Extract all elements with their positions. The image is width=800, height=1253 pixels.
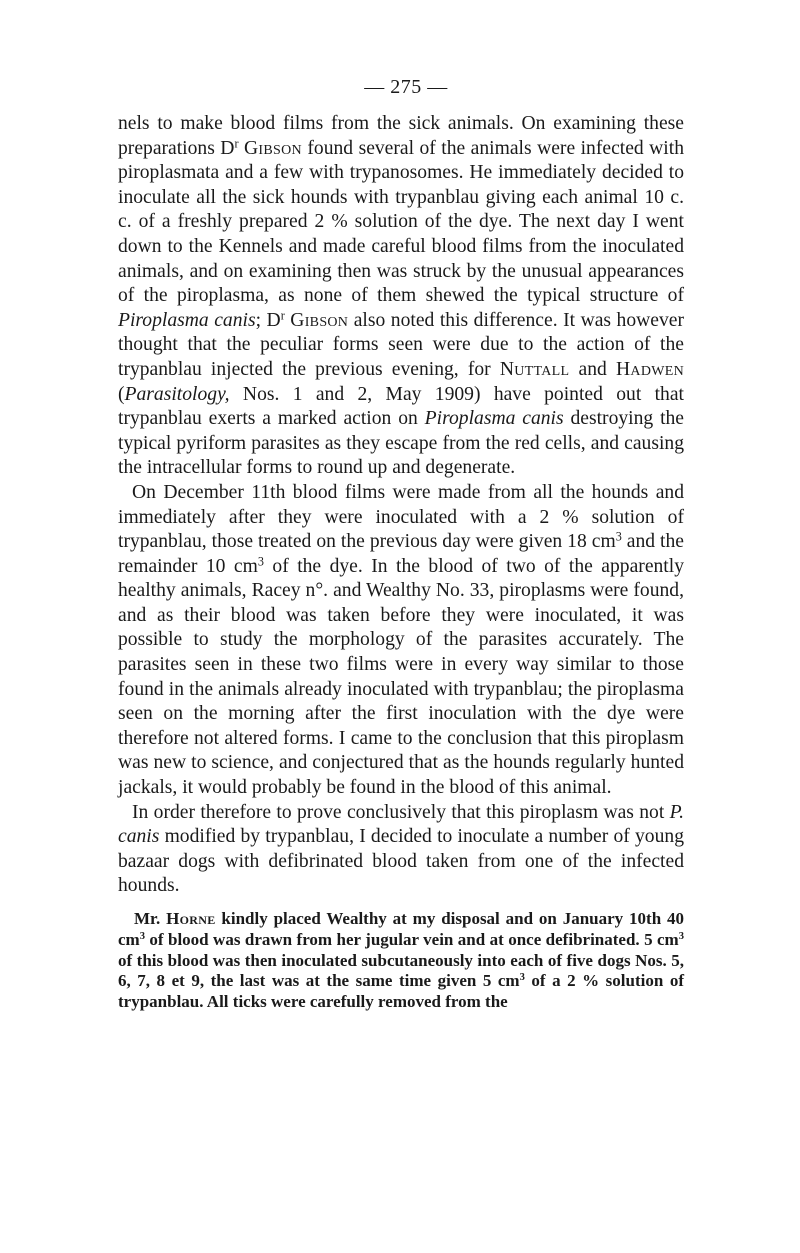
page-number: — 275 — bbox=[364, 76, 448, 98]
paragraph: In order therefore to prove conclusively that this piroplasm was not P. canis modified by trypanblau, I decided to inoculate a number of young bazaar dogs with defibrinated blood taken from one of the infected hounds. bbox=[118, 801, 684, 897]
footnote-paragraph: Mr. Horne kindly placed Wealthy at my disposal and on January 10th 40 $cm^3$ of blood was drawn from her jugular vein and at once defibrinated. 5 $cm^3$ of this blood was then inoculated subcutaneously into each of five dogs Nos. 5, 6, 7, 8 et 9, the last was at the same time given 5 $cm^3$ of a 2 % solution of trypanblau. All ticks were carefully removed from the bbox=[118, 909, 685, 1012]
body-text bbox=[118, 112, 684, 899]
paragraph: nels to make blood films from the sick animals. On examining these preparations $D^r$ Gibson found several of the animals were infected with piroplasmata and a few with trypanosomes. He immediately decided to inoculate all the sick hounds with trypanblau giving each animal 10 c. c. of a freshly prepared 2 % solution of the dye. The next day I went down to the Kennels and made careful blood films from the inoculated animals, and on examining then was struck by the unusual appearances of the piroplasma, as none of them shewed the typical structure of Piroplasma canis; $D^r$ Gibson also noted this difference. It was however thought that the peculiar forms seen were due to the action of the trypanblau injected the previous evening, for Nuttall and Hadwen (Parasitology, Nos. 1 and 2, May 1909) have pointed out that trypanblau exerts a marked action on Piroplasma canis destroying the typical pyriform parasites as they escape from the red cells, and causing the intracellular forms to round up and degenerate. bbox=[118, 113, 685, 479]
footnote bbox=[118, 909, 684, 1013]
page bbox=[118, 70, 684, 1013]
paragraph: On December 11th blood films were made from all the hounds and immediately after they were inoculated with a 2 % solution of trypanblau, those treated on the previous day were given 18 $cm^3$ and the remainder 10 $cm^3$ of the dye. In the blood of two of the apparently healthy animals, Racey n°. and Wealthy No. 33, piroplasms were found, and as their blood was taken before they were inoculated, it was possible to study the morphology of the parasites accurately. The parasites seen in these two films were in every way similar to those found in the animals already inoculated with trypanblau; the piroplasma seen on the morning after the first inoculation with the dye were therefore not altered forms. I came to the conclusion that this piroplasm was new to science, and conjectured that as the hounds regularly hunted jackals, it would probably be found in the blood of this animal. bbox=[118, 481, 684, 799]
